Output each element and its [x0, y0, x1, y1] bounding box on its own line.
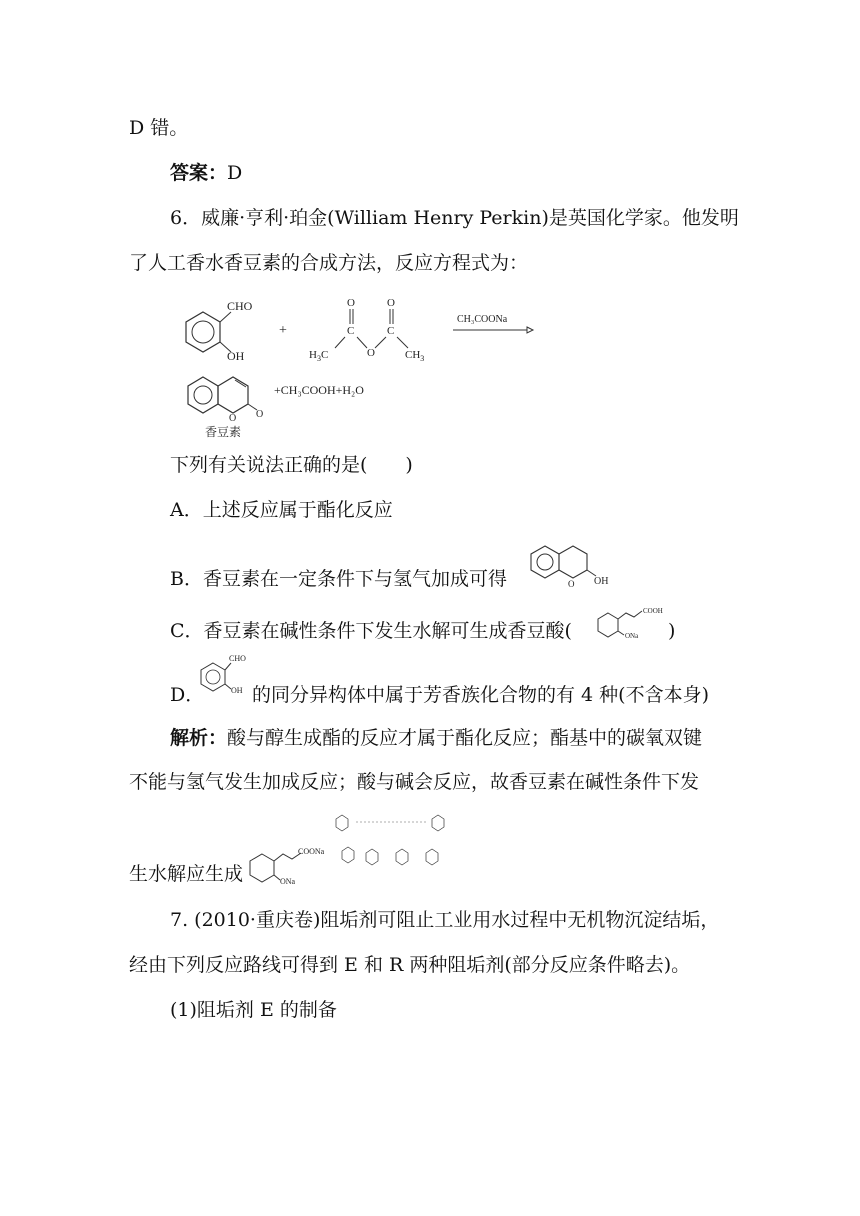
- option-d-text: 的同分异构体中属于芳香族化合物的有 4 种(不含本身): [252, 684, 709, 706]
- isomer-inset-figure: [328, 805, 478, 877]
- analysis-text-1: 酸与醇生成酯的反应才属于酯化反应；酯基中的碳氧双键: [227, 727, 703, 749]
- text-line-1: D 错。: [129, 117, 189, 139]
- q6-line-2: 了人工香水香豆素的合成方法，反应方程式为：: [129, 252, 529, 274]
- analysis-line-1: [170, 725, 702, 751]
- plus-sign: +: [279, 323, 287, 338]
- ch3-label: $CH_3$: [405, 349, 425, 363]
- anhydride-c-2: C: [387, 325, 395, 337]
- sodium-coumarate-structure: [250, 840, 330, 886]
- bridge-o: O: [367, 347, 375, 359]
- chromanol-oh: OH: [594, 576, 609, 587]
- h3c-label: $H_3C$: [309, 349, 329, 363]
- option-c: [170, 618, 572, 644]
- option-b: B．香豆素在一定条件下与氢气加成可得: [170, 568, 507, 590]
- question-stem: 下列有关说法正确的是( ): [170, 454, 413, 476]
- small-cho: CHO: [229, 654, 246, 663]
- q7-line-1: 7. (2010·重庆卷)阻垢剂可阻止工业用水过程中无机物沉淀结垢，: [170, 909, 720, 931]
- anhydride-c-1: C: [347, 325, 355, 337]
- coumaric-acid-structure: [596, 601, 668, 641]
- coumarin-benzene-ring: [188, 377, 218, 413]
- answer-line: [170, 160, 242, 186]
- q7-line-2: 经由下列反应路线可得到 E 和 R 两种阻垢剂(部分反应条件略去)。: [129, 954, 691, 976]
- coumarin-lactone-ring: [218, 377, 248, 413]
- analysis-label: 解析：: [170, 727, 228, 749]
- q6-line-1: 6．威廉·亨利·珀金(William Henry Perkin)是英国化学家。他发明: [170, 207, 739, 229]
- s-ona-label: ONa: [280, 877, 296, 886]
- ona-label: ONa: [625, 632, 639, 640]
- option-c-text: C．香豆素在碱性条件下发生水解可生成香豆酸(: [170, 620, 572, 642]
- coona-label: COONa: [298, 847, 325, 856]
- q7-line-3: (1)阻垢剂 E 的制备: [170, 999, 337, 1021]
- cho-label: CHO: [227, 299, 253, 313]
- coumarin-name: 香豆素: [205, 425, 242, 439]
- cooh-label: COOH: [643, 607, 663, 615]
- reaction-scheme: [175, 290, 508, 440]
- option-c-close: ): [668, 620, 676, 642]
- option-d-label: D．: [170, 684, 205, 706]
- option-a: A．上述反应属于酯化反应: [170, 499, 393, 521]
- products-label: +CH₃COOH+H₂O: [274, 383, 364, 397]
- chromanol-o: O: [568, 579, 575, 589]
- small-oh: OH: [231, 686, 243, 695]
- carbonyl-o-label: O: [256, 409, 264, 420]
- salicylaldehyde-small: [199, 651, 255, 697]
- anhydride-o-1: O: [347, 297, 355, 309]
- ring-o-label: O: [229, 413, 237, 424]
- anhydride-o-2: O: [387, 297, 395, 309]
- analysis-line-3: 生水解应生成: [129, 863, 244, 885]
- answer-label: 答案：: [170, 162, 228, 184]
- benzene-ring: [186, 312, 220, 352]
- oh-label: OH: [227, 349, 245, 363]
- catalyst-label: CH₃COONa: [457, 314, 508, 325]
- analysis-line-2: 不能与氢气发生加成反应；酸与碱会反应，故香豆素在碱性条件下发: [129, 771, 700, 793]
- answer-value: D: [227, 162, 243, 184]
- chromanol-structure: [528, 540, 618, 592]
